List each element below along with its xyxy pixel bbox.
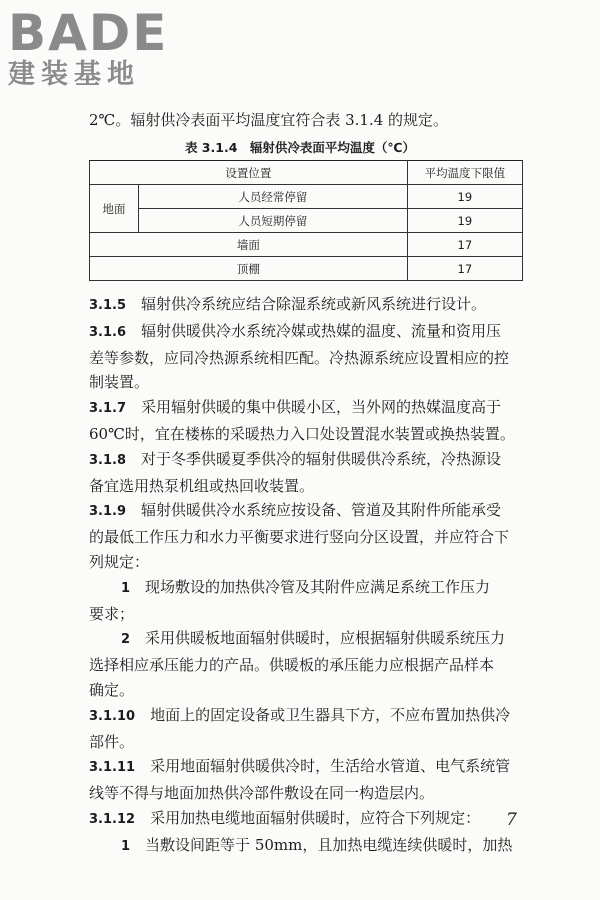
row-location: 墙面 [90,233,408,257]
clause-line [89,370,525,395]
clause-text: 现场敷设的加热供冷管及其附件应满足系统工作压力 [145,577,491,596]
clause-line [89,550,525,575]
clause-text: 辐射供暖供冷水系统冷媒或热媒的温度、流量和资用压 [141,321,502,340]
clause-line-first [89,626,525,653]
row-value: 17 [407,257,522,281]
temperature-table [89,160,523,281]
clause-number: 3.1.10 [89,708,136,724]
row-location: 顶棚 [90,257,408,281]
clause-text: 采用地面辐射供暖供冷时，生活给水管道、电气系统管 [150,757,511,776]
clause-line [89,653,525,678]
clause-text: 制装置。 [89,373,150,392]
clause-number: 3.1.6 [89,324,127,340]
clause-line-first [89,447,525,474]
logo-subtitle: 建装基地 [8,59,140,90]
group-floor: 地面 [90,185,139,233]
clause-line-first [89,319,525,346]
clause-text: 采用辐射供暖的集中供暖小区，当外网的热媒温度高于 [141,398,502,417]
clause-number: 3.1.7 [89,401,127,417]
table-row [90,209,523,233]
clause-number: 3.1.12 [89,811,136,827]
header-min-temp: 平均温度下限值 [407,161,522,185]
clause-line-first [89,806,525,833]
clause-text: 要求； [89,604,135,623]
clause-line-first [89,498,525,525]
clause-line-first [89,395,525,422]
clause-text: 采用供暖板地面辐射供暖时，应根据辐射供暖系统压力 [145,629,506,648]
page-number: 7 [506,810,517,830]
clause-text: 线等不得与地面加热供冷部件敷设在同一构造层内。 [89,784,435,803]
clause-line [89,346,525,371]
table-row [90,257,523,281]
clause-text: 辐射供冷系统应结合除湿系统或新风系统进行设计。 [141,295,487,313]
clause-text: 备宜选用热泵机组或热回收装置。 [89,476,315,495]
intro-line: 2℃。辐射供冷表面平均温度宜符合表 3.1.4 的规定。 [89,111,449,129]
table-header-row [90,161,523,185]
clause-number: 1 [121,580,131,596]
clause-number: 3.1.11 [89,760,136,776]
clause-line-first [89,703,525,730]
clause-number: 3.1.9 [89,504,127,520]
row-value: 19 [407,209,522,233]
clause-text: 60℃时，宜在楼栋的采暖热力入口处设置混水装置或换热装置。 [89,424,515,443]
clause-text: 当敷设间距等于 50mm，且加热电缆连续供暖时，加热 [145,835,513,854]
row-location: 人员经常停留 [139,185,408,209]
clause-number: 1 [121,838,131,854]
clause-line [89,422,525,447]
table-caption: 表 3.1.4 辐射供冷表面平均温度（℃） [184,140,416,155]
clause-text: 对于冬季供暖夏季供冷的辐射供暖供冷系统，冷热源设 [141,449,502,468]
clause-text: 辐射供暖供冷水系统应按设备、管道及其附件所能承受 [141,501,502,520]
row-value: 19 [407,185,522,209]
clause-text: 部件。 [89,732,135,751]
clause-line [89,730,525,755]
clause-text: 确定。 [89,680,135,699]
clause-number: 3.1.5 [89,298,127,313]
table-row [90,233,523,257]
clause-number: 2 [121,632,131,648]
row-value: 17 [407,233,522,257]
clause-list [89,292,525,860]
clause-line [89,678,525,703]
clause-line-first [89,754,525,781]
clause-text: 采用加热电缆地面辐射供暖时，应符合下列规定： [150,808,481,827]
clause-line [89,781,525,806]
clause-text: 地面上的固定设备或卫生器具下方，不应布置加热供冷 [150,705,511,724]
clause-text: 选择相应承压能力的产品。供暖板的承压能力应根据产品样本 [89,656,495,675]
clause-line [89,474,525,499]
header-location: 设置位置 [90,161,408,185]
logo-wordmark: BADE [8,4,169,62]
clause-line-first [89,292,525,319]
clause-line [89,602,525,627]
table-row [90,185,523,209]
bade-logo [8,6,168,90]
row-location: 人员短期停留 [139,209,408,233]
clause-text: 列规定： [89,552,150,571]
clause-text: 差等参数，应同冷热源系统相匹配。冷热源系统应设置相应的控 [89,348,510,367]
clause-line [89,525,525,550]
clause-line-first [89,575,525,602]
clause-line-first [89,833,525,860]
clause-text: 的最低工作压力和水力平衡要求进行竖向分区设置，并应符合下 [89,528,510,547]
clause-number: 3.1.8 [89,452,127,468]
